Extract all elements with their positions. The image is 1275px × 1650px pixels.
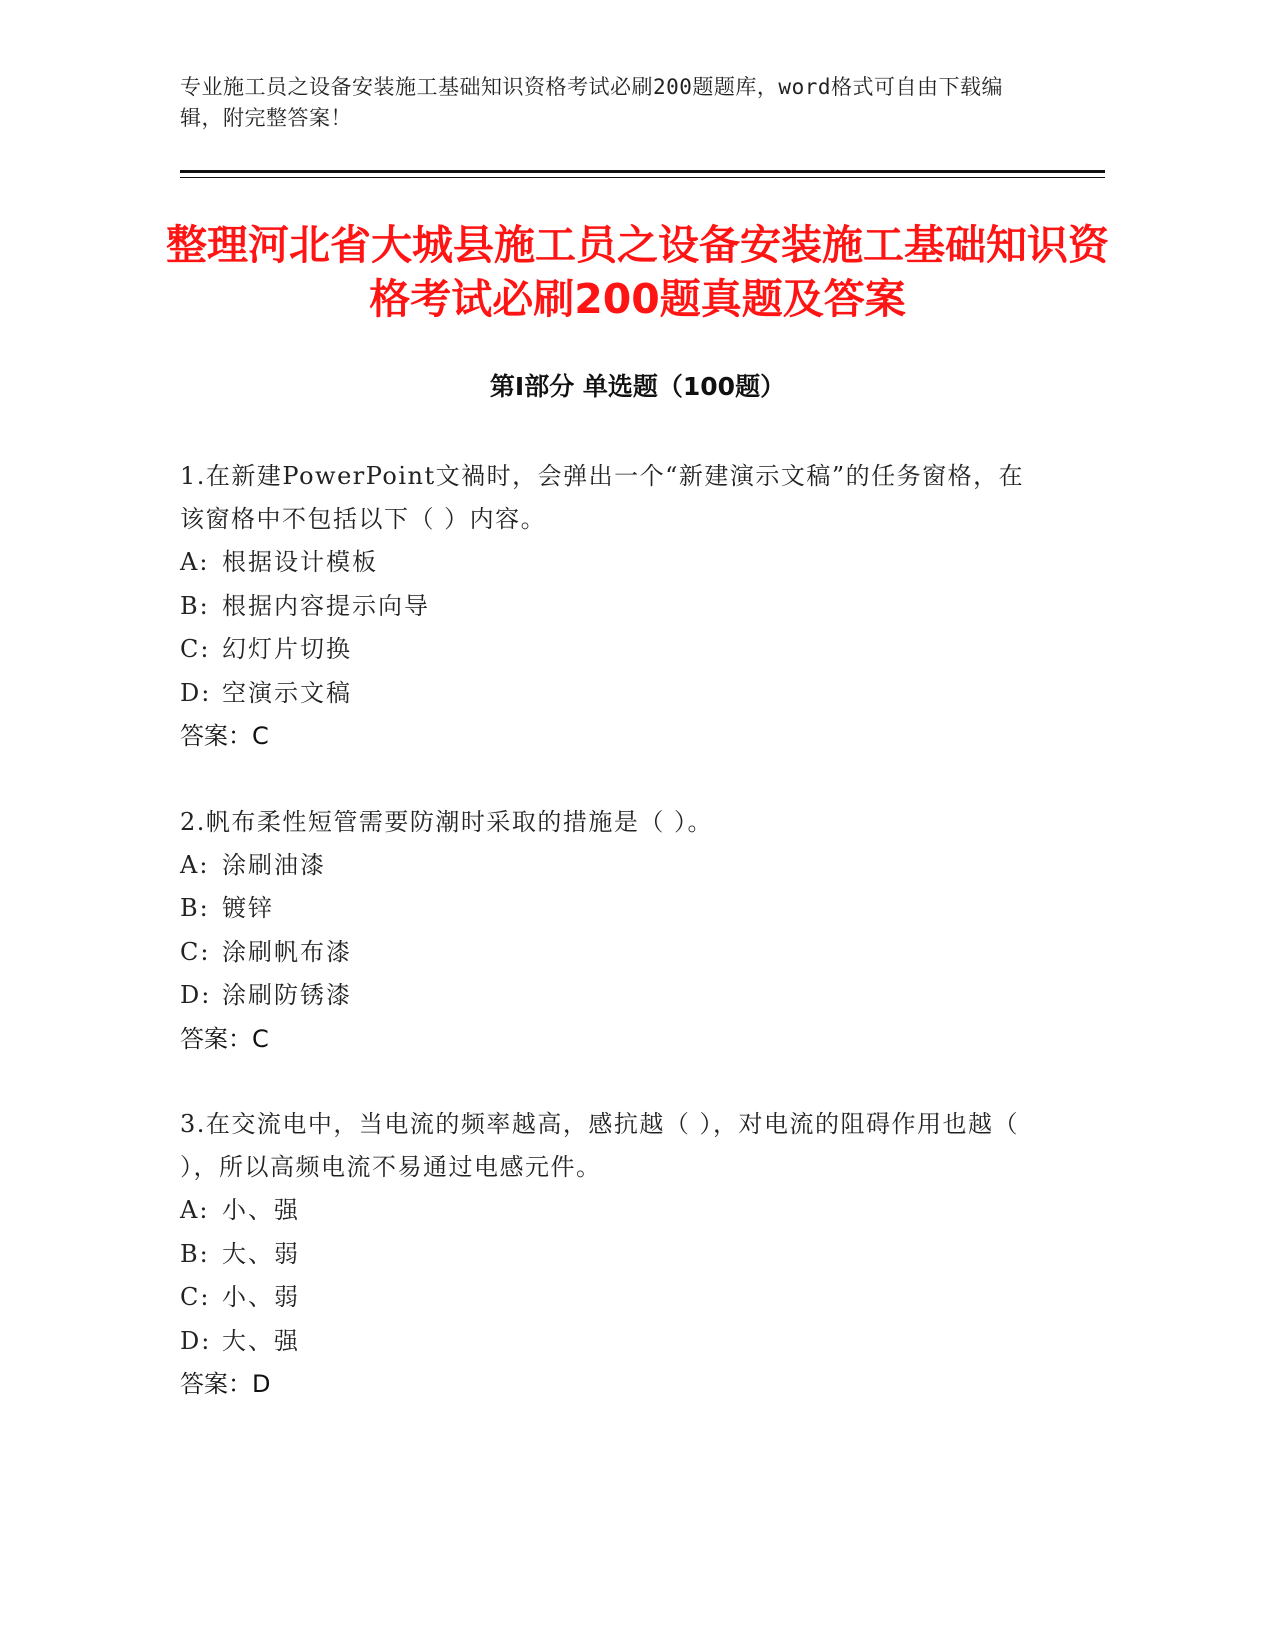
option-text: 幻灯片切换 (222, 635, 352, 663)
option-text: 涂刷帆布漆 (222, 937, 352, 966)
option-key: C: (180, 635, 211, 663)
option-text: 根据设计模板 (222, 548, 378, 576)
option-text: 根据内容提示向导 (222, 591, 430, 620)
header-rule-thick (180, 170, 1105, 173)
question-1 (180, 455, 1040, 759)
option-key: A: (180, 548, 210, 576)
option-key: B: (180, 1239, 210, 1268)
option-b (180, 585, 1040, 629)
option-text: 小、弱 (222, 1283, 300, 1311)
option-key: A: (180, 1196, 210, 1224)
question-stem: 1.在新建PowerPoint文禍时，会弹出一个“新建演示文稿”的任务窗格，在该窗格中不包括以下（ ）内容。 (180, 462, 1025, 533)
option-text: 小、强 (222, 1196, 300, 1224)
option-text: 涂刷油漆 (222, 850, 326, 879)
document-title: 整理河北省大城县施工员之设备安装施工基础知识资格考试必刷200题真题及答案 (166, 221, 1109, 323)
question-list (180, 455, 1040, 1449)
option-a (180, 541, 1040, 585)
option-key: B: (180, 894, 210, 922)
header-note: 专业施工员之设备安装施工基础知识资格考试必刷200题题库，word格式可自由下载编辑，附完整答案！ (180, 75, 1003, 130)
option-key: D: (180, 1326, 212, 1355)
option-c (180, 628, 1040, 672)
question-3 (180, 1103, 1040, 1407)
option-c (180, 1276, 1040, 1320)
option-key: D: (180, 981, 212, 1009)
option-d (180, 672, 1040, 716)
option-c (180, 931, 1040, 975)
option-b (180, 1233, 1040, 1277)
option-text: 空演示文稿 (222, 678, 352, 707)
answer-line: 答案：D (180, 1370, 271, 1398)
option-key: C: (180, 937, 211, 966)
option-a (180, 844, 1040, 888)
option-b (180, 887, 1040, 931)
question-stem: 2.帆布柔性短管需要防潮时采取的措施是（ ）。 (180, 807, 714, 836)
option-key: B: (180, 591, 210, 620)
option-text: 大、弱 (222, 1239, 300, 1268)
header-rule-thin (180, 177, 1105, 178)
option-d (180, 974, 1040, 1018)
section-title: 第Ⅰ部分 单选题（100题） (489, 372, 786, 401)
question-stem: 3.在交流电中，当电流的频率越高，感抗越（ ），对电流的阻碍作用也越（ ），所以高频电流不易通过电感元件。 (180, 1110, 1020, 1181)
question-2 (180, 801, 1040, 1062)
option-d (180, 1320, 1040, 1364)
option-key: A: (180, 850, 210, 879)
answer-line: 答案：C (180, 1024, 269, 1053)
option-a (180, 1189, 1040, 1233)
option-key: D: (180, 678, 212, 707)
option-text: 镀锌 (222, 894, 274, 922)
option-text: 大、强 (222, 1326, 300, 1355)
option-text: 涂刷防锈漆 (222, 981, 352, 1009)
answer-line: 答案：C (180, 722, 269, 750)
option-key: C: (180, 1283, 211, 1311)
